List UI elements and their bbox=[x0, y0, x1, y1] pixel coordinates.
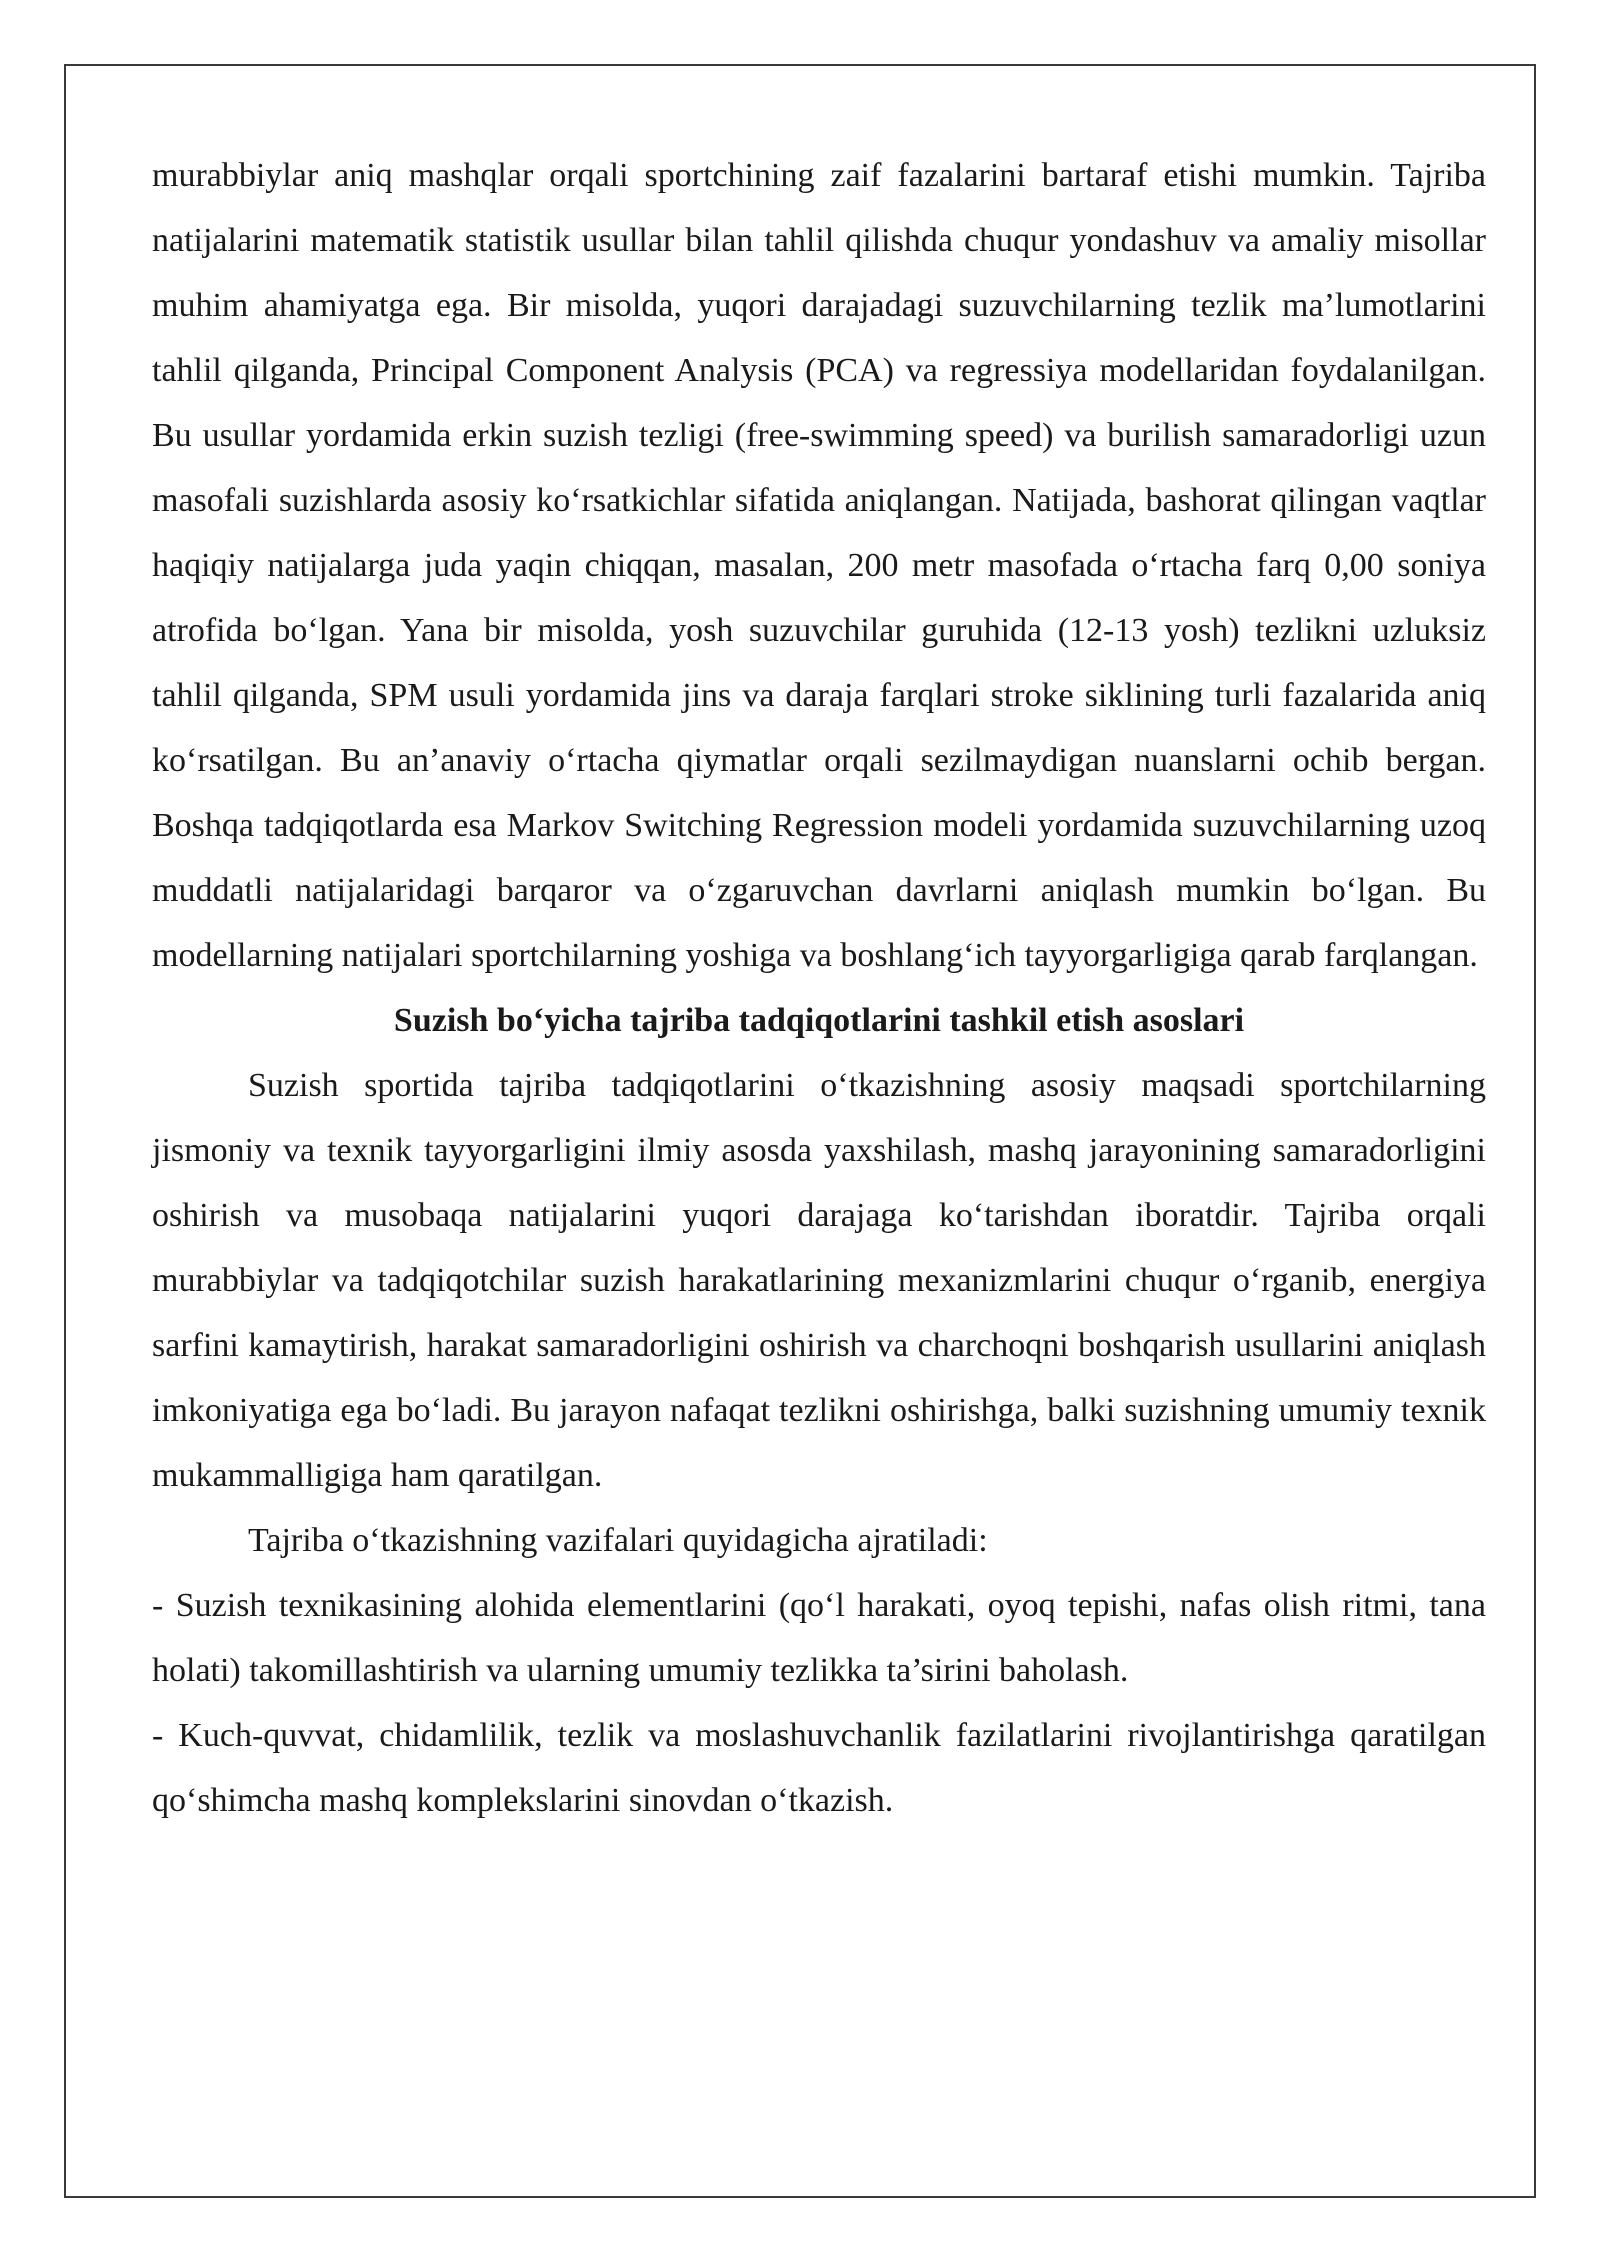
paragraph-tasks-intro: Tajriba oʻtkazishning vazifalari quyidagicha ajratiladi: bbox=[248, 1522, 988, 1559]
paragraph-pca-analysis: murabbiylar aniq mashqlar orqali sportchining zaif fazalarini bartaraf etishi mumkin. Tajriba natijalarini matematik statistik usullar bilan tahlil qilishda chuqur yondashuv va amaliy misollar muhim ahamiyatga ega. Bir misolda, yuqori darajadagi suzuvchilarning tezlik ma’lumotlarini tahlil qilganda, Principal Component Analysis (PCA) va regressiya modellaridan foydalanilgan. Bu usullar yordamida erkin suzish tezligi (free-swimming speed) va burilish samaradorligi uzun masofali suzishlarda asosiy koʻrsatkichlar sifatida aniqlangan. Natijada, bashorat qilingan vaqtlar haqiqiy natijalarga juda yaqin chiqqan, masalan, 200 metr masofada oʻrtacha farq 0,00 soniya atrofida boʻlgan. Yana bir misolda, yosh suzuvchilar guruhida (12-13 yosh) tezlikni uzluksiz tahlil qilganda, SPM usuli yordamida jins va daraja farqlari stroke siklining turli fazalarida aniq koʻrsatilgan. Bu an’anaviy oʻrtacha qiymatlar orqali sezilmaydigan nuanslarni ochib bergan. Boshqa tadqiqotlarda esa Markov Switching Regression modeli yordamida suzuvchilarning uzoq muddatli natijalaridagi barqaror va oʻzgaruvchan davrlarni aniqlash mumkin boʻlgan. Bu modellarning natijalari sportchilarning yoshiga va boshlangʻich tayyorgarligiga qarab farqlangan. bbox=[152, 157, 1486, 974]
paragraph-experiment-purpose: Suzish sportida tajriba tadqiqotlarini oʻtkazishning asosiy maqsadi sportchilarning jismoniy va texnik tayyorgarligini ilmiy asosda yaxshilash, mashq jarayonining samaradorligini oshirish va musobaqa natijalarini yuqori darajaga koʻtarishdan iboratdir. Tajriba orqali murabbiylar va tadqiqotchilar suzish harakatlarining mexanizmlarini chuqur oʻrganib, energiya sarfini kamaytirish, harakat samaradorligini oshirish va charchoqni boshqarish usullarini aniqlash imkoniyatiga ega boʻladi. Bu jarayon nafaqat tezlikni oshirishga, balki suzishning umumiy texnik mukammalligiga ham qaratilgan. bbox=[152, 1067, 1486, 1494]
list-item-physical-qualities: - Kuch-quvvat, chidamlilik, tezlik va moslashuvchanlik fazilatlarini rivojlantirishga qaratilgan qoʻshimcha mashq komplekslarini sinovdan oʻtkazish. bbox=[152, 1717, 1486, 1819]
document-body bbox=[152, 143, 1486, 1833]
list-item-technique: - Suzish texnikasining alohida elementlarini (qoʻl harakati, oyoq tepishi, nafas olish ritmi, tana holati) takomillashtirish va ularning umumiy tezlikka ta’sirini baholash. bbox=[152, 1587, 1486, 1689]
section-heading: Suzish boʻyicha tajriba tadqiqotlarini tashkil etish asoslari bbox=[393, 1002, 1245, 1039]
